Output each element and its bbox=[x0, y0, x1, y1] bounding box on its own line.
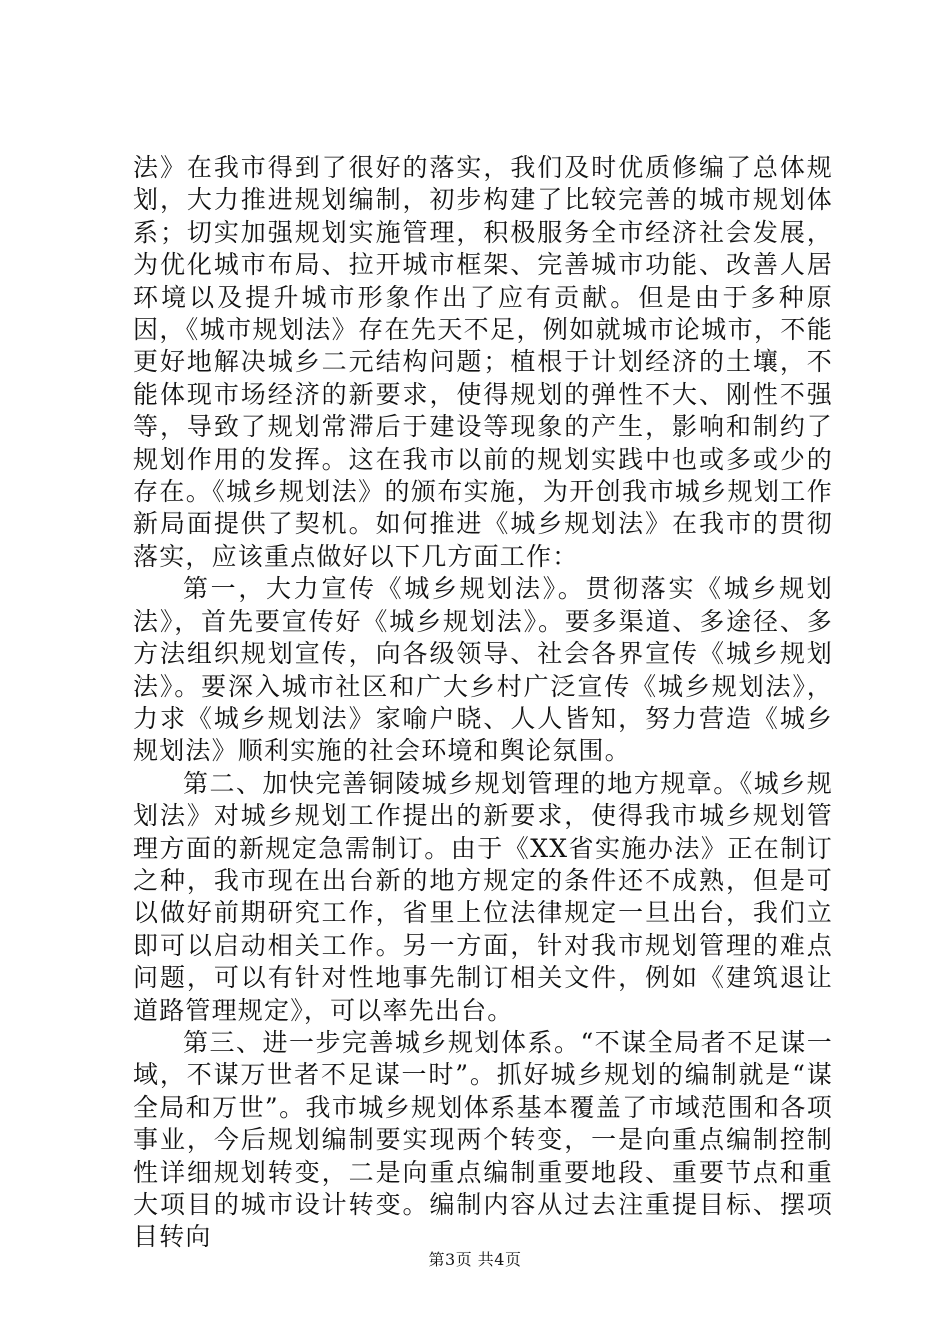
page-number-footer: 第3页 共4页 bbox=[428, 1250, 522, 1269]
paragraph-third-point: 第三、进一步完善城乡规划体系。“不谋全局者不足谋一域，不谋万世者不足谋一时”。抓好城乡规划的编制就是“谋全局和万世”。我市城乡规划体系基本覆盖了市域范围和各项事业，今后规划编制要实现两个转变，一是向重点编制控制性详细规划转变，二是向重点编制重要地段、重要节点和重大项目的城市设计转变。编制内容从过去注重提目标、摆项目转向 bbox=[133, 1027, 833, 1252]
paragraph-first-point: 第一，大力宣传《城乡规划法》。贯彻落实《城乡规划法》，首先要宣传好《城乡规划法》。要多渠道、多途径、多方法组织规划宣传，向各级领导、社会各界宣传《城乡规划法》。要深入城市社区和广大乡村广泛宣传《城乡规划法》，力求《城乡规划法》家喻户晓、人人皆知，努力营造《城乡规划法》顺利实施的社会环境和舆论氛围。 bbox=[133, 574, 833, 766]
paragraph-continuation: 法》在我市得到了很好的落实，我们及时优质修编了总体规划，大力推进规划编制，初步构建了比较完善的城市规划体系；切实加强规划实施管理，积极服务全市经济社会发展，为优化城市布局、拉开城市框架、完善城市功能、改善人居环境以及提升城市形象作出了应有贡献。但是由于多种原因，《城市规划法》存在先天不足，例如就城市论城市，不能更好地解决城乡二元结构问题；植根于计划经济的土壤，不能体现市场经济的新要求，使得规划的弹性不大、刚性不强等，导致了规划常滞后于建设等现象的产生，影响和制约了规划作用的发挥。这在我市以前的规划实践中也或多或少的存在。《城乡规划法》的颁布实施，为开创我市城乡规划工作新局面提供了契机。如何推进《城乡规划法》在我市的贯彻落实，应该重点做好以下几方面工作： bbox=[133, 153, 833, 571]
body-text bbox=[133, 152, 833, 1254]
paragraph-second-point: 第二、加快完善铜陵城乡规划管理的地方规章。《城乡规划法》对城乡规划工作提出的新要求，使得我市城乡规划管理方面的新规定急需制订。由于《XX省实施办法》正在制订之种，我市现在出台新的地方规定的条件还不成熟，但是可以做好前期研究工作，省里上位法律规定一旦出台，我们立即可以启动相关工作。另一方面，针对我市规划管理的难点问题，可以有针对性地事先制订相关文件，例如《建筑退让道路管理规定》，可以率先出台。 bbox=[133, 768, 833, 1025]
